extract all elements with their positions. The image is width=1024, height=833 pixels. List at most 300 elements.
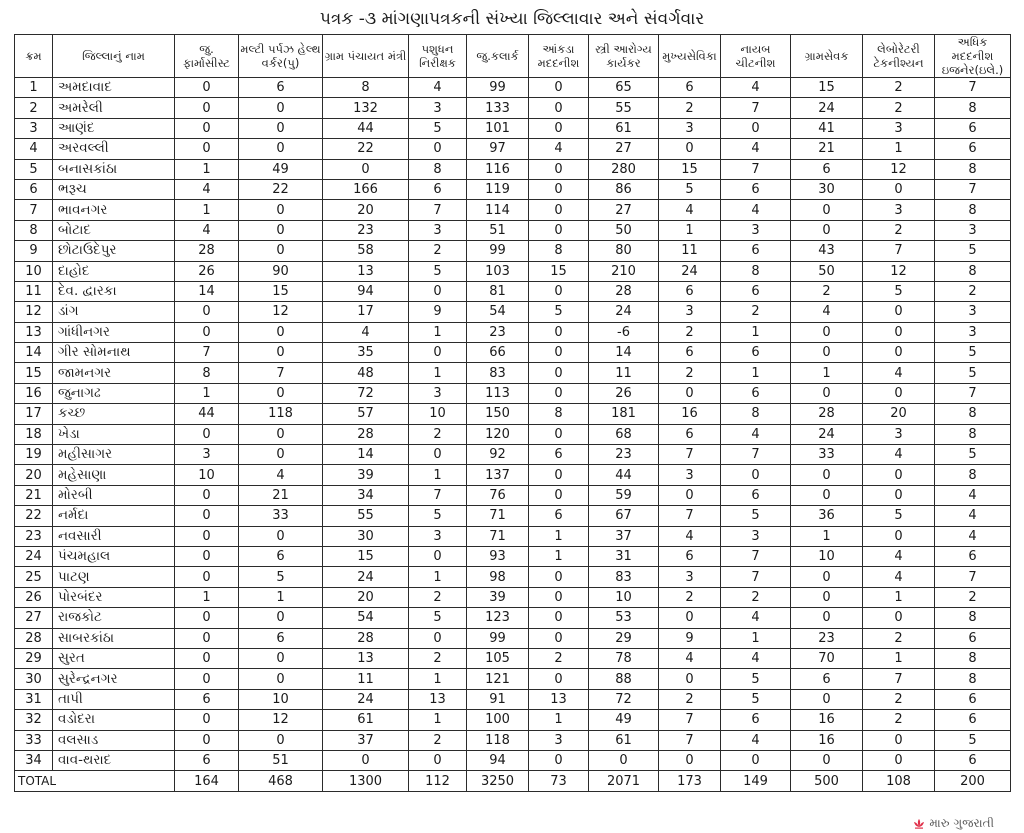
count-cell: 48 bbox=[323, 363, 409, 383]
count-cell: 4 bbox=[323, 322, 409, 342]
count-cell: 1 bbox=[175, 200, 239, 220]
district-name-cell: દેવ. દ્વારકા bbox=[53, 281, 175, 301]
column-header: જુ.કલાર્ક bbox=[467, 35, 529, 78]
count-cell: 6 bbox=[721, 281, 791, 301]
brand-name: મારુ ગુજરાતી bbox=[929, 816, 994, 830]
count-cell: 4 bbox=[529, 139, 589, 159]
count-cell: 23 bbox=[467, 322, 529, 342]
district-name-cell: નર્મદા bbox=[53, 506, 175, 526]
district-demand-table bbox=[14, 34, 1011, 792]
district-name-cell: સુરત bbox=[53, 648, 175, 668]
count-cell: 3 bbox=[175, 445, 239, 465]
count-cell: 0 bbox=[175, 78, 239, 98]
count-cell: 0 bbox=[239, 98, 323, 118]
count-cell: 0 bbox=[791, 485, 863, 505]
lotus-icon bbox=[913, 818, 925, 830]
count-cell: 27 bbox=[589, 200, 659, 220]
count-cell: 0 bbox=[659, 669, 721, 689]
column-header: આંકડા મદદનીશ bbox=[529, 35, 589, 78]
count-cell: 0 bbox=[529, 200, 589, 220]
count-cell: 0 bbox=[175, 608, 239, 628]
count-cell: 6 bbox=[791, 159, 863, 179]
count-cell: 3 bbox=[863, 200, 935, 220]
count-cell: 24 bbox=[589, 302, 659, 322]
count-cell: 0 bbox=[175, 546, 239, 566]
count-cell: 4 bbox=[863, 445, 935, 465]
count-cell: 11 bbox=[323, 669, 409, 689]
table-row bbox=[15, 608, 1011, 628]
district-name-cell: વડોદરા bbox=[53, 710, 175, 730]
count-cell: 6 bbox=[935, 118, 1011, 138]
count-cell: 1 bbox=[409, 710, 467, 730]
district-name-cell: તાપી bbox=[53, 689, 175, 709]
count-cell: 7 bbox=[935, 78, 1011, 98]
count-cell: 0 bbox=[863, 608, 935, 628]
count-cell: 16 bbox=[791, 710, 863, 730]
count-cell: 0 bbox=[239, 648, 323, 668]
total-cell: 149 bbox=[721, 771, 791, 792]
count-cell: 4 bbox=[935, 526, 1011, 546]
count-cell: 1 bbox=[175, 383, 239, 403]
count-cell: 6 bbox=[721, 383, 791, 403]
count-cell: 50 bbox=[791, 261, 863, 281]
count-cell: 0 bbox=[239, 526, 323, 546]
count-cell: 1 bbox=[175, 159, 239, 179]
count-cell: 6 bbox=[239, 78, 323, 98]
serial-cell: 27 bbox=[15, 608, 53, 628]
count-cell: 0 bbox=[175, 710, 239, 730]
count-cell: 99 bbox=[467, 241, 529, 261]
district-name-cell: ગીર સોમનાથ bbox=[53, 343, 175, 363]
count-cell: 4 bbox=[721, 78, 791, 98]
count-cell: 15 bbox=[529, 261, 589, 281]
count-cell: 88 bbox=[589, 669, 659, 689]
count-cell: 4 bbox=[659, 526, 721, 546]
count-cell: 0 bbox=[791, 567, 863, 587]
count-cell: 66 bbox=[467, 343, 529, 363]
count-cell: 9 bbox=[409, 302, 467, 322]
count-cell: 6 bbox=[935, 546, 1011, 566]
count-cell: 22 bbox=[323, 139, 409, 159]
count-cell: 0 bbox=[863, 179, 935, 199]
count-cell: 0 bbox=[863, 750, 935, 770]
count-cell: 0 bbox=[863, 343, 935, 363]
count-cell: 4 bbox=[659, 648, 721, 668]
count-cell: 120 bbox=[467, 424, 529, 444]
count-cell: 4 bbox=[935, 485, 1011, 505]
count-cell: 0 bbox=[409, 546, 467, 566]
count-cell: 4 bbox=[175, 179, 239, 199]
table-row bbox=[15, 587, 1011, 607]
count-cell: 3 bbox=[659, 465, 721, 485]
district-name-cell: બોટાદ bbox=[53, 220, 175, 240]
table-row bbox=[15, 546, 1011, 566]
count-cell: 0 bbox=[239, 241, 323, 261]
count-cell: 0 bbox=[529, 98, 589, 118]
district-name-cell: વલસાડ bbox=[53, 730, 175, 750]
total-cell: 108 bbox=[863, 771, 935, 792]
count-cell: 24 bbox=[791, 98, 863, 118]
district-name-cell: પોરબંદર bbox=[53, 587, 175, 607]
district-name-cell: રાજકોટ bbox=[53, 608, 175, 628]
count-cell: 0 bbox=[175, 730, 239, 750]
count-cell: 0 bbox=[863, 383, 935, 403]
count-cell: 57 bbox=[323, 404, 409, 424]
count-cell: 0 bbox=[659, 383, 721, 403]
table-row bbox=[15, 404, 1011, 424]
total-cell: 73 bbox=[529, 771, 589, 792]
count-cell: 2 bbox=[863, 78, 935, 98]
count-cell: 5 bbox=[659, 179, 721, 199]
count-cell: 1 bbox=[239, 587, 323, 607]
count-cell: 2 bbox=[409, 424, 467, 444]
count-cell: 5 bbox=[409, 118, 467, 138]
count-cell: 97 bbox=[467, 139, 529, 159]
count-cell: 24 bbox=[323, 689, 409, 709]
count-cell: 133 bbox=[467, 98, 529, 118]
count-cell: 13 bbox=[323, 648, 409, 668]
count-cell: 20 bbox=[863, 404, 935, 424]
count-cell: 4 bbox=[791, 302, 863, 322]
count-cell: 3 bbox=[659, 567, 721, 587]
count-cell: 105 bbox=[467, 648, 529, 668]
count-cell: 0 bbox=[529, 628, 589, 648]
count-cell: 8 bbox=[529, 404, 589, 424]
count-cell: 6 bbox=[935, 628, 1011, 648]
count-cell: 93 bbox=[467, 546, 529, 566]
count-cell: 0 bbox=[863, 485, 935, 505]
district-name-cell: અમદાવાદ bbox=[53, 78, 175, 98]
count-cell: 6 bbox=[529, 445, 589, 465]
count-cell: 4 bbox=[175, 220, 239, 240]
serial-cell: 13 bbox=[15, 322, 53, 342]
column-header: જુ. ફાર્માસીસ્ટ bbox=[175, 35, 239, 78]
count-cell: 4 bbox=[863, 567, 935, 587]
count-cell: 2 bbox=[791, 281, 863, 301]
count-cell: 22 bbox=[239, 179, 323, 199]
count-cell: 61 bbox=[589, 730, 659, 750]
count-cell: 7 bbox=[409, 200, 467, 220]
count-cell: 3 bbox=[863, 424, 935, 444]
count-cell: 7 bbox=[175, 343, 239, 363]
count-cell: 3 bbox=[659, 118, 721, 138]
count-cell: 0 bbox=[659, 608, 721, 628]
column-header: પશુધન નિરીક્ષક bbox=[409, 35, 467, 78]
count-cell: 7 bbox=[935, 179, 1011, 199]
count-cell: 94 bbox=[323, 281, 409, 301]
count-cell: 0 bbox=[239, 118, 323, 138]
table-row bbox=[15, 710, 1011, 730]
count-cell: 24 bbox=[791, 424, 863, 444]
count-cell: 20 bbox=[323, 587, 409, 607]
serial-cell: 21 bbox=[15, 485, 53, 505]
table-row bbox=[15, 220, 1011, 240]
count-cell: 6 bbox=[791, 669, 863, 689]
column-header: ગ્રામ પંચાયત મંત્રી bbox=[323, 35, 409, 78]
count-cell: 0 bbox=[659, 485, 721, 505]
count-cell: 4 bbox=[863, 546, 935, 566]
count-cell: 4 bbox=[721, 648, 791, 668]
serial-cell: 26 bbox=[15, 587, 53, 607]
district-name-cell: સાબરકાંઠા bbox=[53, 628, 175, 648]
table-row bbox=[15, 689, 1011, 709]
count-cell: 6 bbox=[659, 78, 721, 98]
count-cell: 33 bbox=[791, 445, 863, 465]
count-cell: 5 bbox=[935, 730, 1011, 750]
district-name-cell: મોરબી bbox=[53, 485, 175, 505]
serial-cell: 7 bbox=[15, 200, 53, 220]
count-cell: 11 bbox=[589, 363, 659, 383]
count-cell: 7 bbox=[659, 730, 721, 750]
count-cell: 51 bbox=[467, 220, 529, 240]
district-name-cell: દાહોદ bbox=[53, 261, 175, 281]
count-cell: 2 bbox=[409, 648, 467, 668]
district-name-cell: મહીસાગર bbox=[53, 445, 175, 465]
count-cell: 8 bbox=[935, 98, 1011, 118]
count-cell: 76 bbox=[467, 485, 529, 505]
count-cell: 6 bbox=[175, 689, 239, 709]
table-header-row bbox=[15, 35, 1011, 78]
serial-cell: 9 bbox=[15, 241, 53, 261]
count-cell: 23 bbox=[323, 220, 409, 240]
table-row bbox=[15, 139, 1011, 159]
district-name-cell: અરવલ્લી bbox=[53, 139, 175, 159]
count-cell: 44 bbox=[323, 118, 409, 138]
count-cell: 23 bbox=[589, 445, 659, 465]
total-cell: 1300 bbox=[323, 771, 409, 792]
count-cell: 0 bbox=[791, 465, 863, 485]
count-cell: 4 bbox=[721, 200, 791, 220]
count-cell: 0 bbox=[239, 669, 323, 689]
count-cell: 90 bbox=[239, 261, 323, 281]
table-row bbox=[15, 281, 1011, 301]
count-cell: 0 bbox=[175, 526, 239, 546]
count-cell: 0 bbox=[529, 424, 589, 444]
count-cell: 7 bbox=[409, 485, 467, 505]
count-cell: 5 bbox=[721, 506, 791, 526]
count-cell: 13 bbox=[323, 261, 409, 281]
count-cell: 0 bbox=[529, 322, 589, 342]
count-cell: 0 bbox=[175, 669, 239, 689]
count-cell: 1 bbox=[409, 363, 467, 383]
count-cell: 0 bbox=[529, 220, 589, 240]
count-cell: 118 bbox=[239, 404, 323, 424]
count-cell: 53 bbox=[589, 608, 659, 628]
count-cell: 166 bbox=[323, 179, 409, 199]
serial-cell: 32 bbox=[15, 710, 53, 730]
count-cell: 4 bbox=[721, 424, 791, 444]
count-cell: 6 bbox=[721, 241, 791, 261]
table-row bbox=[15, 628, 1011, 648]
count-cell: 0 bbox=[529, 78, 589, 98]
count-cell: 0 bbox=[409, 281, 467, 301]
count-cell: 5 bbox=[721, 689, 791, 709]
count-cell: 0 bbox=[721, 750, 791, 770]
count-cell: 28 bbox=[323, 424, 409, 444]
count-cell: 27 bbox=[589, 139, 659, 159]
page-title: પત્રક -૩ માંગણાપત્રકની સંખ્યા જિલ્લાવાર અને સંવર્ગવાર bbox=[319, 9, 705, 29]
count-cell: 0 bbox=[239, 343, 323, 363]
count-cell: 10 bbox=[409, 404, 467, 424]
count-cell: 0 bbox=[323, 750, 409, 770]
count-cell: 0 bbox=[239, 200, 323, 220]
count-cell: 39 bbox=[467, 587, 529, 607]
count-cell: 99 bbox=[467, 78, 529, 98]
serial-cell: 3 bbox=[15, 118, 53, 138]
count-cell: 0 bbox=[529, 750, 589, 770]
count-cell: 55 bbox=[323, 506, 409, 526]
count-cell: 5 bbox=[935, 445, 1011, 465]
count-cell: 0 bbox=[409, 750, 467, 770]
table-row bbox=[15, 506, 1011, 526]
count-cell: 4 bbox=[863, 363, 935, 383]
count-cell: 31 bbox=[589, 546, 659, 566]
count-cell: 20 bbox=[323, 200, 409, 220]
count-cell: 8 bbox=[323, 78, 409, 98]
count-cell: 0 bbox=[791, 383, 863, 403]
count-cell: 80 bbox=[589, 241, 659, 261]
table-row bbox=[15, 526, 1011, 546]
count-cell: 0 bbox=[529, 567, 589, 587]
count-cell: 8 bbox=[935, 261, 1011, 281]
table-row bbox=[15, 750, 1011, 770]
count-cell: 70 bbox=[791, 648, 863, 668]
count-cell: 36 bbox=[791, 506, 863, 526]
count-cell: 4 bbox=[239, 465, 323, 485]
count-cell: 0 bbox=[529, 587, 589, 607]
count-cell: 0 bbox=[863, 526, 935, 546]
count-cell: 3 bbox=[863, 118, 935, 138]
count-cell: 0 bbox=[239, 220, 323, 240]
column-header: ગ્રામસેવક bbox=[791, 35, 863, 78]
count-cell: 28 bbox=[589, 281, 659, 301]
count-cell: 37 bbox=[323, 730, 409, 750]
count-cell: 0 bbox=[791, 750, 863, 770]
count-cell: 10 bbox=[589, 587, 659, 607]
serial-cell: 17 bbox=[15, 404, 53, 424]
count-cell: 0 bbox=[529, 485, 589, 505]
count-cell: 0 bbox=[589, 750, 659, 770]
count-cell: 0 bbox=[721, 465, 791, 485]
count-cell: 2 bbox=[409, 241, 467, 261]
count-cell: 0 bbox=[409, 343, 467, 363]
count-cell: 58 bbox=[323, 241, 409, 261]
count-cell: 91 bbox=[467, 689, 529, 709]
count-cell: 0 bbox=[791, 608, 863, 628]
count-cell: 0 bbox=[863, 465, 935, 485]
count-cell: 7 bbox=[863, 669, 935, 689]
count-cell: 5 bbox=[409, 261, 467, 281]
count-cell: 6 bbox=[935, 139, 1011, 159]
count-cell: 4 bbox=[935, 506, 1011, 526]
count-cell: 44 bbox=[589, 465, 659, 485]
count-cell: 5 bbox=[409, 506, 467, 526]
count-cell: 3 bbox=[935, 220, 1011, 240]
count-cell: 6 bbox=[529, 506, 589, 526]
count-cell: 5 bbox=[935, 343, 1011, 363]
column-header: લેબોરેટરી ટેકનીશ્યન bbox=[863, 35, 935, 78]
count-cell: 7 bbox=[721, 546, 791, 566]
count-cell: 15 bbox=[239, 281, 323, 301]
table-row bbox=[15, 343, 1011, 363]
serial-cell: 28 bbox=[15, 628, 53, 648]
column-header: જિલ્લાનું નામ bbox=[53, 35, 175, 78]
count-cell: 0 bbox=[175, 98, 239, 118]
count-cell: 1 bbox=[529, 710, 589, 730]
count-cell: 7 bbox=[721, 445, 791, 465]
table-row bbox=[15, 730, 1011, 750]
count-cell: 1 bbox=[175, 587, 239, 607]
count-cell: 59 bbox=[589, 485, 659, 505]
total-cell: 3250 bbox=[467, 771, 529, 792]
count-cell: 6 bbox=[721, 710, 791, 730]
count-cell: 1 bbox=[529, 526, 589, 546]
count-cell: 35 bbox=[323, 343, 409, 363]
total-cell: 468 bbox=[239, 771, 323, 792]
count-cell: 37 bbox=[589, 526, 659, 546]
table-row bbox=[15, 383, 1011, 403]
count-cell: 5 bbox=[529, 302, 589, 322]
district-name-cell: વાવ-થરાદ bbox=[53, 750, 175, 770]
count-cell: 12 bbox=[239, 710, 323, 730]
count-cell: 0 bbox=[409, 628, 467, 648]
count-cell: 4 bbox=[721, 608, 791, 628]
count-cell: 26 bbox=[589, 383, 659, 403]
count-cell: 9 bbox=[659, 628, 721, 648]
count-cell: 5 bbox=[409, 608, 467, 628]
table-row bbox=[15, 363, 1011, 383]
count-cell: 0 bbox=[791, 200, 863, 220]
count-cell: 81 bbox=[467, 281, 529, 301]
count-cell: 0 bbox=[409, 445, 467, 465]
count-cell: 6 bbox=[935, 710, 1011, 730]
table-row bbox=[15, 200, 1011, 220]
count-cell: 0 bbox=[791, 220, 863, 240]
serial-cell: 10 bbox=[15, 261, 53, 281]
count-cell: 100 bbox=[467, 710, 529, 730]
count-cell: 8 bbox=[409, 159, 467, 179]
district-name-cell: જામનગર bbox=[53, 363, 175, 383]
count-cell: 2 bbox=[659, 363, 721, 383]
count-cell: 43 bbox=[791, 241, 863, 261]
count-cell: 2 bbox=[529, 648, 589, 668]
total-cell: 200 bbox=[935, 771, 1011, 792]
count-cell: 94 bbox=[467, 750, 529, 770]
count-cell: 5 bbox=[935, 241, 1011, 261]
count-cell: 2 bbox=[863, 220, 935, 240]
district-name-cell: છોટાઉદેપુર bbox=[53, 241, 175, 261]
count-cell: 12 bbox=[239, 302, 323, 322]
count-cell: 2 bbox=[659, 98, 721, 118]
count-cell: 16 bbox=[791, 730, 863, 750]
count-cell: 0 bbox=[239, 730, 323, 750]
district-name-cell: આણંદ bbox=[53, 118, 175, 138]
district-name-cell: સુરેન્દ્રનગર bbox=[53, 669, 175, 689]
count-cell: 14 bbox=[175, 281, 239, 301]
column-header: અધિક મદદનીશ ઇજનેર(ઇલે.) bbox=[935, 35, 1011, 78]
count-cell: 0 bbox=[529, 281, 589, 301]
count-cell: 2 bbox=[863, 689, 935, 709]
count-cell: 55 bbox=[589, 98, 659, 118]
count-cell: 181 bbox=[589, 404, 659, 424]
district-name-cell: અમરેલી bbox=[53, 98, 175, 118]
count-cell: 4 bbox=[409, 78, 467, 98]
district-name-cell: ભાવનગર bbox=[53, 200, 175, 220]
serial-cell: 29 bbox=[15, 648, 53, 668]
table-row bbox=[15, 465, 1011, 485]
count-cell: 8 bbox=[175, 363, 239, 383]
count-cell: 0 bbox=[529, 669, 589, 689]
